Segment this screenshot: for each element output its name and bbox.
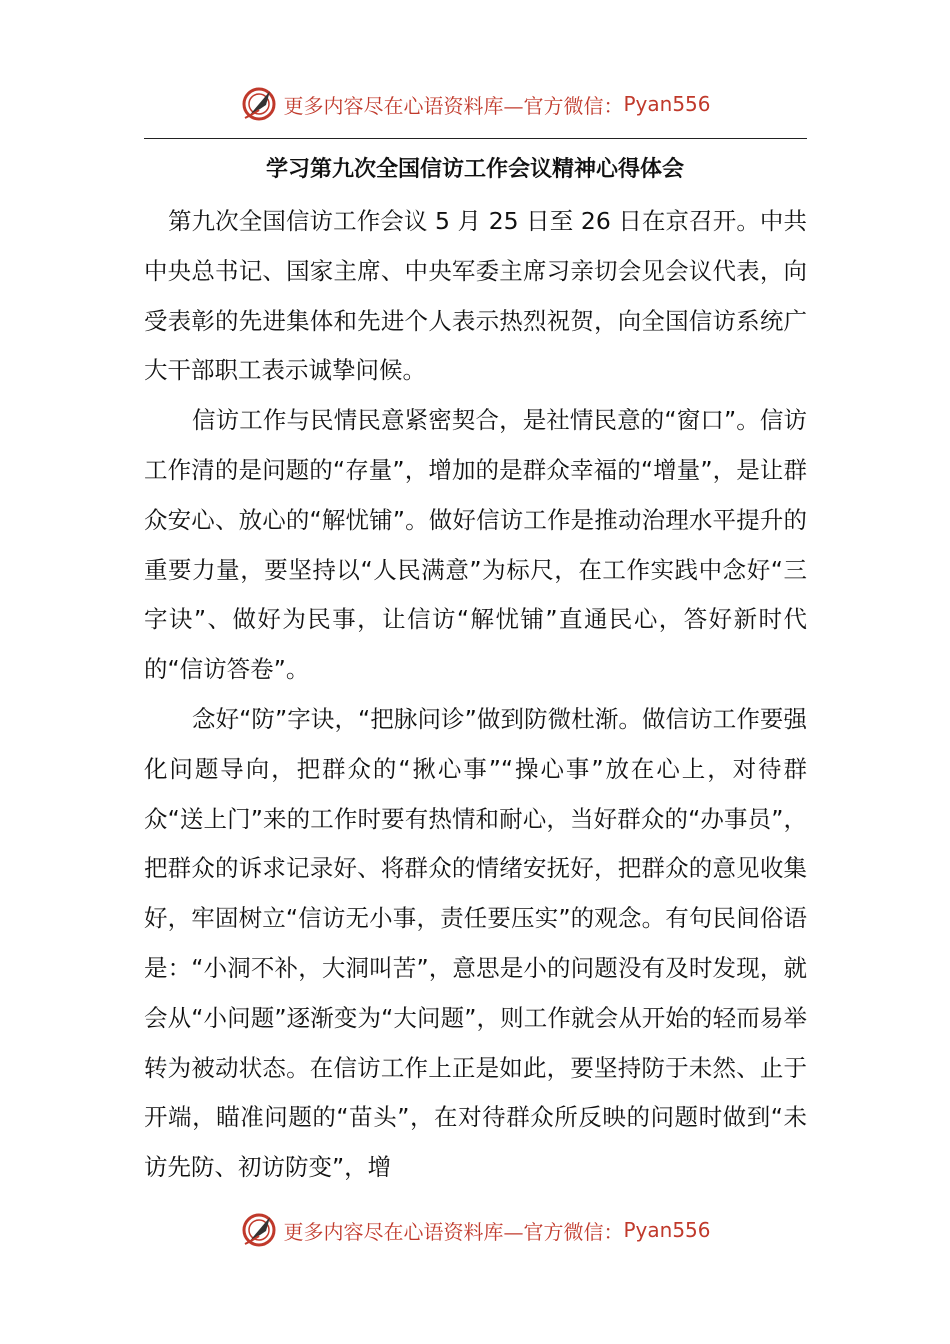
document-body — [144, 197, 807, 1187]
header-divider — [144, 138, 807, 139]
footer-banner — [0, 1208, 950, 1252]
wechat-id: Pyan556 — [623, 1218, 711, 1242]
quill-logo-icon — [239, 1210, 279, 1250]
banner-text: 更多内容尽在心语资料库—官方微信： — [283, 1219, 624, 1244]
wechat-id: Pyan556 — [623, 92, 711, 116]
paragraph-3: 念好“防”字诀，“把脉问诊”做到防微杜渐。做信访工作要强化问题导向，把群众的“揪心事”“操心事”放在心上，对待群众“送上门”来的工作时要有热情和耐心，当好群众的“办事员”，把群众的诉求记录好、将群众的情绪安抚好，把群众的意见收集好，牢固树立“信访无小事，责任要压实”的观念。有句民间俗语是：“小洞不补，大洞叫苦”，意思是小的问题没有及时发现，就会从“小问题”逐渐变为“大问题”，则工作就会从开始的轻而易举转为被动状态。在信访工作上正是如此，要坚持防于未然、止于开端，瞄准问题的“苗头”，在对待群众所反映的问题时做到“未访先防、初访防变”，增 — [144, 704, 807, 1182]
quill-logo-icon — [239, 84, 279, 124]
document-title: 学习第九次全国信访工作会议精神心得体会 — [265, 157, 684, 182]
header-banner — [0, 82, 950, 126]
banner-text: 更多内容尽在心语资料库—官方微信： — [283, 93, 624, 118]
paragraph-1: 第九次全国信访工作会议 5 月 25 日至 26 日在京召开。中共中央总书记、国家主席、中央军委主席习亲切会见会议代表，向受表彰的先进集体和先进个人表示热烈祝贺，向全国信访系统广大干部职工表示诚挚问候。 — [144, 207, 807, 385]
paragraph-2: 信访工作与民情民意紧密契合，是社情民意的“窗口”。信访工作清的是问题的“存量”，增加的是群众幸福的“增量”，是让群众安心、放心的“解忧铺”。做好信访工作是推动治理水平提升的重要力量，要坚持以“人民满意”为标尺，在工作实践中念好“三字诀”、做好为民事，让信访“解忧铺”直通民心，答好新时代的“信访答卷”。 — [144, 406, 807, 684]
